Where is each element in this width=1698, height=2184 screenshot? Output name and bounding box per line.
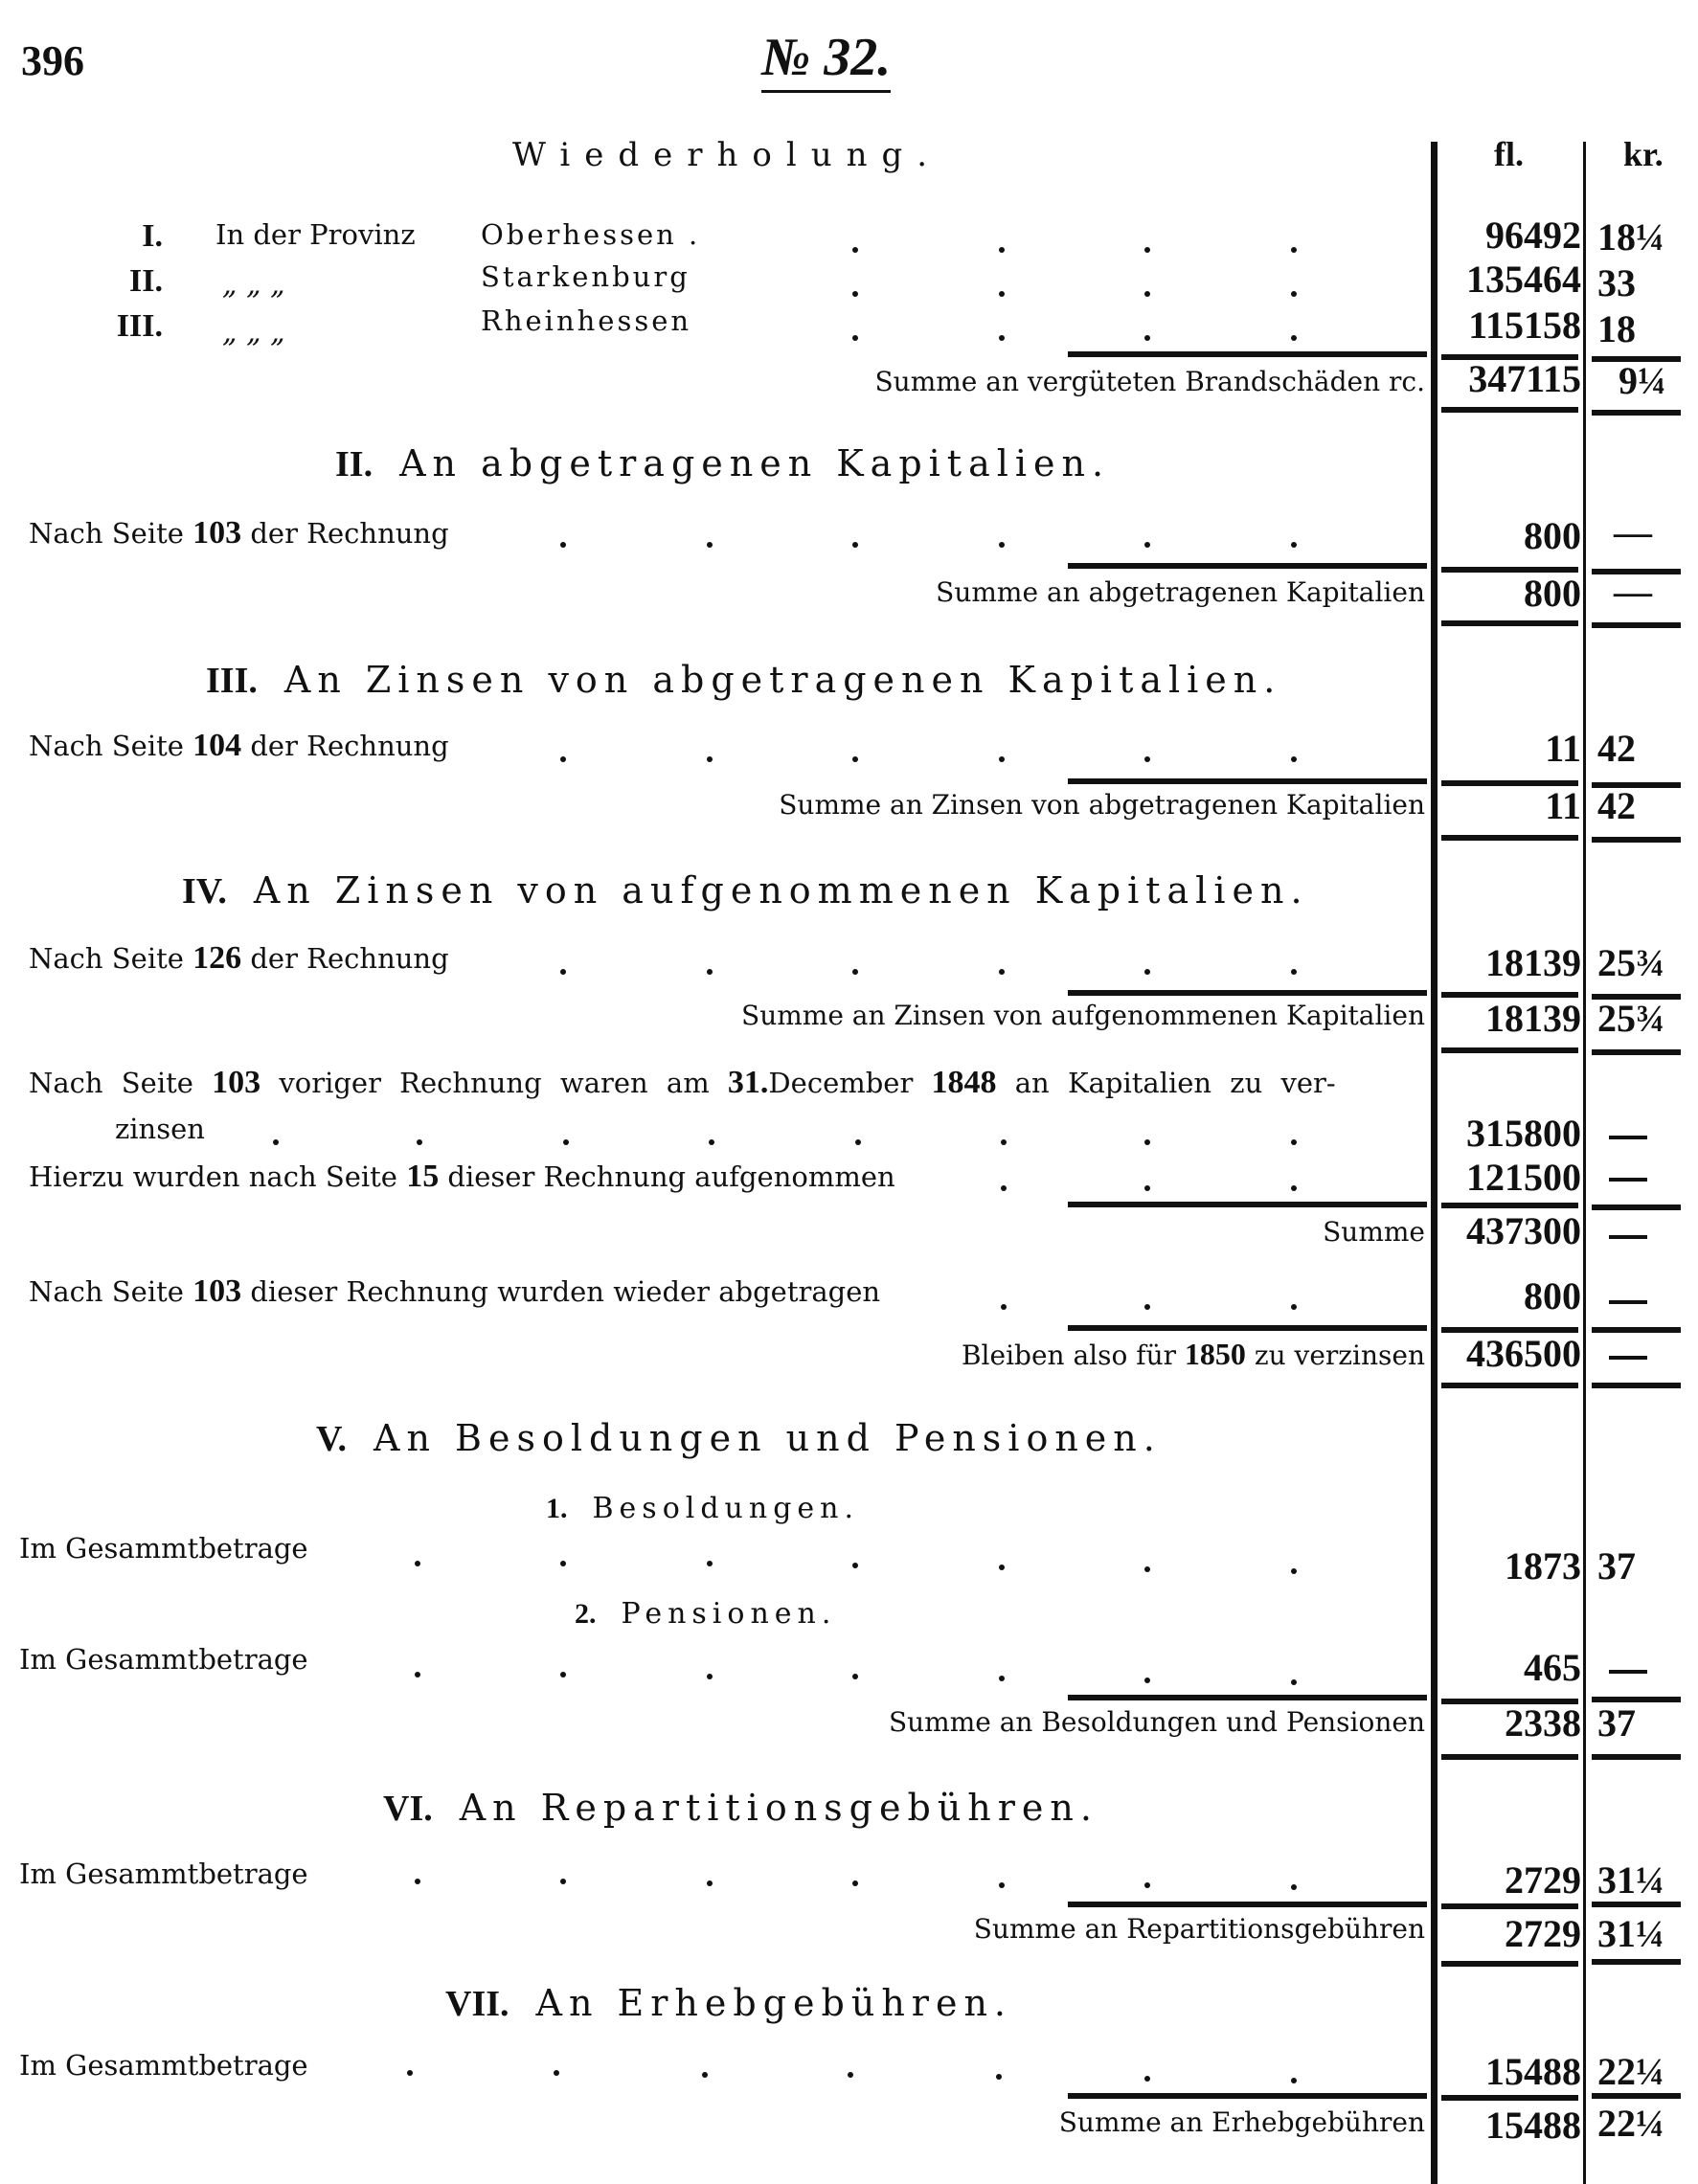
- sum-label: Summe an Zinsen von abgetragenen Kapitalien: [779, 789, 1425, 821]
- column-divider-kr: [1583, 142, 1586, 2184]
- amount-kr: 25¾: [1597, 941, 1664, 984]
- section-heading-v: V. An Besoldungen und Pensionen.: [316, 1417, 1162, 1459]
- amount-fl: 115158: [1468, 304, 1581, 347]
- sum-kr: 37: [1597, 1701, 1636, 1745]
- amount-kr: 37: [1597, 1544, 1636, 1587]
- sum-label: Summe an Zinsen von aufgenommenen Kapitalien: [741, 1000, 1425, 1031]
- sum-fl: 18139: [1485, 997, 1581, 1040]
- row-prefix: In der Provinz: [215, 218, 416, 251]
- dash: [1609, 1235, 1647, 1239]
- sum-kr: —: [1614, 570, 1652, 613]
- sum-fl: 15488: [1485, 2104, 1581, 2147]
- row-label: Nach Seite 104 der Rechnung: [29, 728, 449, 763]
- remain-fl: 436500: [1466, 1332, 1581, 1375]
- column-divider-main: [1431, 142, 1438, 2184]
- capital-line-2: zinsen: [115, 1113, 205, 1145]
- amount-fl: 135464: [1466, 258, 1581, 301]
- row-label: Im Gesammtbetrage: [19, 1858, 308, 1890]
- row-province: Starkenburg: [481, 260, 691, 293]
- sum-kr: 31¼: [1597, 1912, 1664, 1955]
- amount-fl: 465: [1524, 1646, 1581, 1689]
- row-label: Im Gesammtbetrage: [19, 1532, 308, 1565]
- ditto-marks: „ „ „: [222, 316, 285, 349]
- dash: [1609, 1356, 1647, 1360]
- document-number: № 32.: [761, 27, 891, 93]
- sum-kr: 42: [1597, 784, 1636, 827]
- page-number: 396: [21, 37, 84, 84]
- row-roman: III.: [116, 308, 163, 344]
- amount-fl: 2729: [1505, 1858, 1581, 1902]
- column-header-kr: kr.: [1623, 135, 1664, 173]
- section-heading-iii: III. An Zinsen von abgetragenen Kapitalien.: [206, 659, 1282, 701]
- summe-label: Summe: [1323, 1216, 1425, 1248]
- section-heading-ii: II. An abgetragenen Kapitalien.: [335, 442, 1111, 484]
- dash: [1609, 1670, 1647, 1674]
- amount-fl: 96492: [1485, 214, 1581, 257]
- page-title: Wiederholung.: [512, 136, 942, 174]
- amount-fl: 800: [1524, 514, 1581, 557]
- amount-fl: 15488: [1485, 2050, 1581, 2093]
- amount-fl: 121500: [1466, 1156, 1581, 1199]
- amount-kr: 18¼: [1597, 215, 1664, 259]
- amount-kr: 42: [1597, 727, 1636, 770]
- sum-fl: 2729: [1505, 1912, 1581, 1955]
- amount-kr: 33: [1597, 261, 1636, 304]
- row-label: Im Gesammtbetrage: [19, 2049, 308, 2082]
- dash: [1609, 1136, 1647, 1139]
- amount-fl: 18139: [1485, 941, 1581, 984]
- amount-fl: 1873: [1505, 1544, 1581, 1587]
- remain-label: Bleiben also für 1850 zu verzinsen: [961, 1337, 1425, 1371]
- amount-kr: —: [1614, 510, 1652, 553]
- sum-kr: 25¾: [1597, 997, 1664, 1040]
- sum-label: Summe an Repartitionsgebühren: [973, 1913, 1425, 1945]
- ditto-marks: „ „ „: [222, 268, 285, 302]
- subheading-pensionen: 2. Pensionen.: [575, 1597, 837, 1631]
- amount-kr: 31¼: [1597, 1858, 1664, 1902]
- row-province: Oberhessen .: [481, 218, 701, 251]
- sum-label: Summe an abgetragenen Kapitalien: [936, 576, 1425, 608]
- dash: [1609, 1178, 1647, 1182]
- sum-fl: 2338: [1505, 1701, 1581, 1745]
- subheading-besoldungen: 1. Besoldungen.: [546, 1492, 860, 1525]
- sum-kr: 9¼: [1619, 359, 1666, 402]
- section-heading-vii: VII. An Erhebgebühren.: [445, 1982, 1013, 2024]
- sum-label: Summe an vergüteten Brandschäden rc.: [874, 366, 1425, 397]
- section-heading-vi: VI. An Repartitionsgebühren.: [383, 1787, 1098, 1829]
- amount-fl: 800: [1524, 1274, 1581, 1317]
- amount-fl: 11: [1545, 727, 1581, 770]
- summe-fl: 437300: [1466, 1209, 1581, 1252]
- capital-line-1: Nach Seite 103 voriger Rechnung waren am 31.December 1848 an Kapitalien zu ver-: [29, 1065, 1336, 1100]
- capital-line-3: Hierzu wurden nach Seite 15 dieser Rechnung aufgenommen: [29, 1159, 895, 1194]
- row-label: Im Gesammtbetrage: [19, 1643, 308, 1676]
- amount-kr: 22¼: [1597, 2050, 1664, 2093]
- amount-kr: 18: [1597, 307, 1636, 350]
- row-label: Nach Seite 103 der Rechnung: [29, 515, 449, 551]
- sum-label: Summe an Erhebgebühren: [1058, 2106, 1425, 2138]
- row-province: Rheinhessen: [481, 304, 692, 337]
- sum-fl: 347115: [1468, 357, 1581, 400]
- sum-kr: 22¼: [1597, 2102, 1664, 2145]
- sum-label: Summe an Besoldungen und Pensionen: [888, 1706, 1425, 1738]
- amount-fl: 315800: [1466, 1112, 1581, 1155]
- dash: [1609, 1300, 1647, 1304]
- row-label: Nach Seite 126 der Rechnung: [29, 940, 449, 976]
- row-roman: II.: [129, 263, 163, 299]
- sum-fl: 800: [1524, 572, 1581, 615]
- row-roman: I.: [142, 218, 163, 254]
- capital-line-4: Nach Seite 103 dieser Rechnung wurden wieder abgetragen: [29, 1273, 881, 1309]
- section-heading-iv: IV. An Zinsen von aufgenommenen Kapitalien.: [182, 869, 1309, 912]
- column-header-fl: fl.: [1494, 135, 1524, 173]
- sum-fl: 11: [1545, 784, 1581, 827]
